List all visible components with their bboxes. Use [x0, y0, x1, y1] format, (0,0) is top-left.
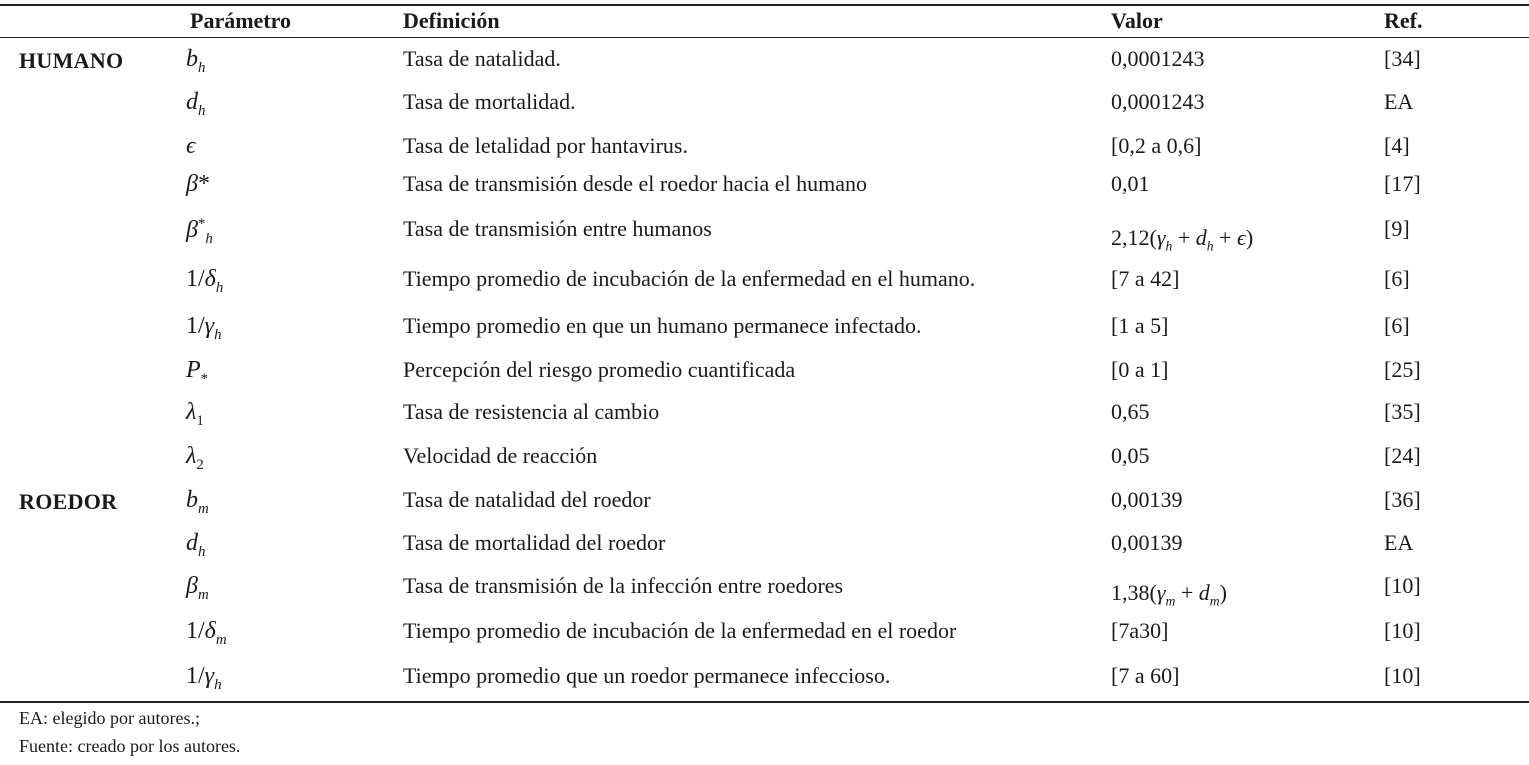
parameter-value: 0,00139 [1111, 487, 1183, 512]
table-row [0, 310, 1529, 354]
parameter-symbol: ϵ [186, 133, 196, 159]
parameter-ref: [10] [1384, 663, 1421, 688]
parameter-value: 0,0001243 [1111, 89, 1205, 114]
parameter-value: $1,38(\gamma_m + d_m)$ [1111, 580, 1227, 609]
parameter-ref: EA [1384, 89, 1414, 114]
table-row [0, 484, 1529, 528]
parameter-ref: [25] [1384, 357, 1421, 382]
footnote-fuente: Fuente: creado por los autores. [19, 736, 241, 756]
parameter-definition: Tasa de letalidad por hantavirus. [403, 133, 688, 158]
parameter-definition: Tasa de natalidad. [403, 46, 561, 71]
parameter-definition: Tasa de mortalidad del roedor [403, 530, 666, 555]
parameter-ref: [6] [1384, 266, 1410, 291]
footnote-ea: EA: elegido por autores.; [19, 708, 200, 728]
parameter-symbol: $\beta^*_h$ [186, 216, 213, 247]
parameter-definition: Tasa de transmisión de la infección entre roedores [403, 573, 844, 598]
parameter-definition: Tasa de transmisión desde el roedor hacia el humano [403, 171, 867, 196]
parameter-ref: [9] [1384, 216, 1410, 241]
table-bottom-rule [0, 701, 1529, 703]
parameter-value: [0,2 a 0,6] [1111, 133, 1202, 158]
parameter-definition: Velocidad de reacción [403, 443, 598, 468]
parameter-ref: [36] [1384, 487, 1421, 512]
parameter-value: [1 a 5] [1111, 313, 1169, 338]
table-row [0, 527, 1529, 571]
parameter-symbol: $b_h$ [186, 46, 206, 76]
parameter-ref: [10] [1384, 618, 1421, 643]
parameter-definition: Tasa de resistencia al cambio [403, 399, 660, 424]
parameter-value: 0,0001243 [1111, 46, 1205, 71]
parameter-symbol: $b_m$ [186, 487, 209, 517]
table-row [0, 440, 1529, 484]
parameter-definition: Tasa de mortalidad. [403, 89, 576, 114]
parameter-ref: EA [1384, 530, 1414, 555]
parameter-value: 0,00139 [1111, 530, 1183, 555]
parameter-symbol: $\lambda_1$ [186, 399, 204, 429]
table-row [0, 570, 1529, 614]
parameter-value: 0,65 [1111, 399, 1150, 424]
header-valor: Valor [1111, 8, 1163, 33]
table-row [0, 263, 1529, 307]
parameter-symbol: $1/\delta_h$ [186, 266, 224, 296]
parameter-symbol: $d_h$ [186, 530, 206, 560]
table-top-rule [0, 4, 1529, 6]
parameter-symbol: $P_*$ [186, 357, 209, 387]
group-label-roedor: ROEDOR [19, 489, 118, 514]
parameter-ref: [34] [1384, 46, 1421, 71]
parameter-definition: Tiempo promedio que un roedor permanece infeccioso. [403, 663, 891, 688]
header-definicion: Definición [403, 8, 500, 33]
parameter-ref: [24] [1384, 443, 1421, 468]
header-parametro: Parámetro [190, 8, 291, 33]
parameter-symbol: $1/\gamma_h$ [186, 663, 222, 693]
table-row [0, 213, 1529, 257]
parameter-definition: Tiempo promedio de incubación de la enfermedad en el roedor [403, 618, 957, 643]
parameter-symbol: $\beta_m$ [186, 573, 209, 603]
header-rule [0, 37, 1529, 38]
table-row [0, 354, 1529, 398]
parameter-symbol: $1/\delta_m$ [186, 618, 227, 648]
parameter-value: 0,05 [1111, 443, 1150, 468]
parameter-definition: Tasa de natalidad del roedor [403, 487, 651, 512]
table-row [0, 660, 1529, 704]
header-ref: Ref. [1384, 8, 1423, 33]
table-row [0, 43, 1529, 87]
parameter-ref: [35] [1384, 399, 1421, 424]
parameter-value: [0 a 1] [1111, 357, 1169, 382]
parameter-symbol: $\lambda_2$ [186, 443, 204, 473]
parameter-definition: Percepción del riesgo promedio cuantificada [403, 357, 796, 382]
parameter-value: [7 a 42] [1111, 266, 1180, 291]
table-row [0, 615, 1529, 659]
parameter-symbol: β* [186, 171, 210, 197]
parameter-definition: Tasa de transmisión entre humanos [403, 216, 712, 241]
table-row [0, 168, 1529, 212]
parameter-symbol: $d_h$ [186, 89, 206, 119]
parameter-ref: [6] [1384, 313, 1410, 338]
parameter-value: [7 a 60] [1111, 663, 1180, 688]
parameter-value: 0,01 [1111, 171, 1150, 196]
parameter-definition: Tiempo promedio en que un humano permanece infectado. [403, 313, 922, 338]
parameter-symbol: $1/\gamma_h$ [186, 313, 222, 343]
parameter-definition: Tiempo promedio de incubación de la enfermedad en el humano. [403, 266, 976, 291]
table-row [0, 396, 1529, 440]
parameter-ref: [17] [1384, 171, 1421, 196]
parameter-ref: [10] [1384, 573, 1421, 598]
parameter-ref: [4] [1384, 133, 1410, 158]
group-label-humano: HUMANO [19, 48, 124, 73]
parameter-value: $2,12(\gamma_h + d_h + \epsilon)$ [1111, 225, 1254, 254]
parameter-value: [7a30] [1111, 618, 1169, 643]
table-row [0, 86, 1529, 130]
